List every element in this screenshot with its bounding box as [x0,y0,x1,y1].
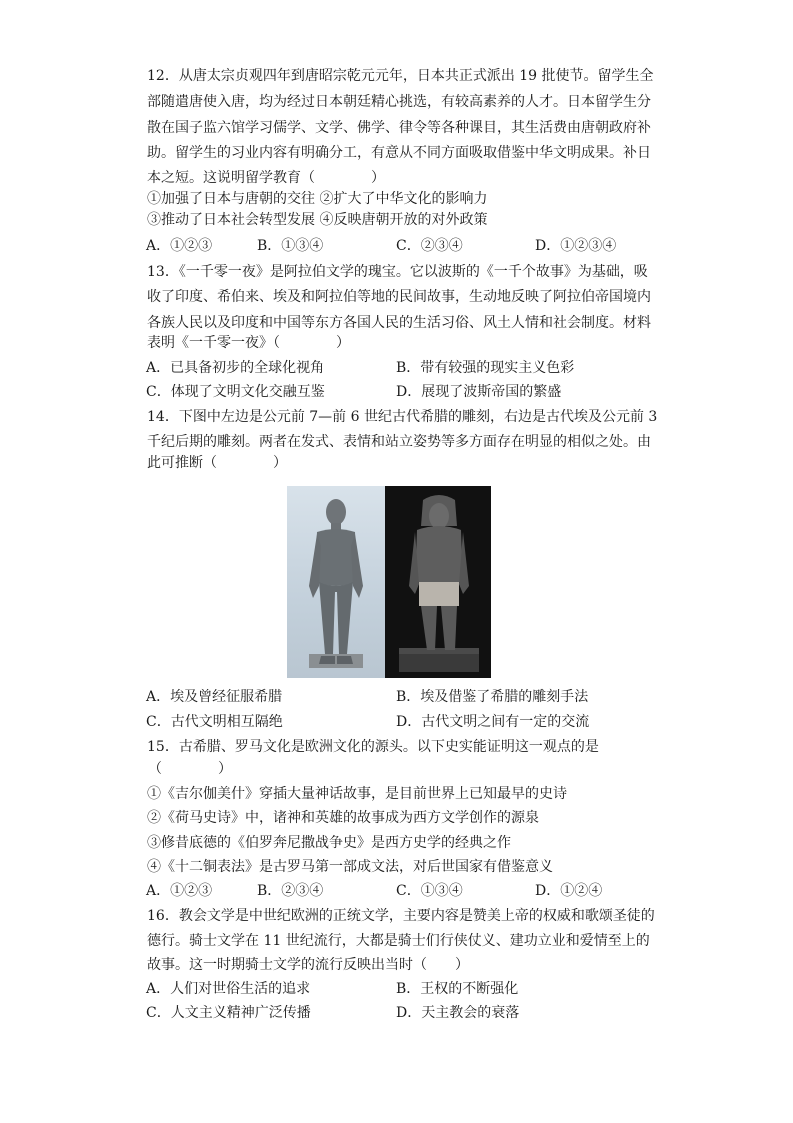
answer-blank: （ ） [148,761,232,777]
sculpture-comparison-image [287,486,491,678]
question-text-line: 德行。骑士文学在 11 世纪流行，大都是骑士们行侠仗义、建功立业和爱情至上的 [147,933,650,949]
option-c[interactable]: C．②③④ [396,238,463,254]
option-a[interactable]: A．①②③ [146,238,213,254]
option-a[interactable]: A．已具备初步的全球化视角 [146,360,325,376]
statement-line: ③修昔底德的《伯罗奔尼撒战争史》是西方史学的经典之作 [147,835,511,851]
option-b[interactable]: B．②③④ [257,883,324,899]
statement-line: ②《荷马史诗》中，诸神和英雄的故事成为西方文学创作的源泉 [147,810,539,826]
option-b[interactable]: B．王权的不断强化 [396,981,519,997]
option-d[interactable]: D．天主教会的衰落 [396,1005,520,1021]
question-text-line: 13．《一千零一夜》是阿拉伯文学的瑰宝。它以波斯的《一千个故事》为基础，吸 [147,264,648,280]
option-c[interactable]: C．人文主义精神广泛传播 [146,1005,311,1021]
option-b[interactable]: B．①③④ [257,238,324,254]
question-text-line: 16．教会文学是中世纪欧洲的正统文学，主要内容是赞美上帝的权威和歌颂圣徒的 [147,908,655,924]
statement-line: ④《十二铜表法》是古罗马第一部成文法，对后世国家有借鉴意义 [147,859,553,875]
question-text-line: 散在国子监六馆学习儒学、文学、佛学、律令等各种课目，其生活费由唐朝政府补 [147,120,651,136]
option-a[interactable]: A．人们对世俗生活的追求 [146,981,311,997]
statement-line: ①加强了日本与唐朝的交往 ②扩大了中华文化的影响力 [147,191,488,207]
option-d[interactable]: D．古代文明之间有一定的交流 [396,714,590,730]
question-text-line: 助。留学生的习业内容有明确分工，有意从不同方面吸取借鉴中华文明成果。补日 [147,145,651,161]
option-a[interactable]: A．①②③ [146,883,213,899]
option-c[interactable]: C．古代文明相互隔绝 [146,714,283,730]
option-a[interactable]: A．埃及曾经征服希腊 [146,689,283,705]
question-text-line: 本之短。这说明留学教育（ ） [147,170,385,186]
option-d[interactable]: D．①②④ [535,883,603,899]
option-d[interactable]: D．展现了波斯帝国的繁盛 [396,384,562,400]
question-text-line: 15．古希腊、罗马文化是欧洲文化的源头。以下史实能证明这一观点的是 [147,739,599,755]
question-text-line: 此可推断（ ） [147,455,287,471]
egyptian-statue-image [385,486,491,678]
greek-kouros-sculpture-image [287,486,385,678]
statement-line: ③推动了日本社会转型发展 ④反映唐朝开放的对外政策 [147,212,488,228]
option-b[interactable]: B．带有较强的现实主义色彩 [396,360,575,376]
question-text-line: 14．下图中左边是公元前 7—前 6 世纪古代希腊的雕刻，右边是古代埃及公元前 3 [147,409,658,425]
option-c[interactable]: C．①③④ [396,883,463,899]
question-text-line: 部随遣唐使入唐，均为经过日本朝廷精心挑选，有较高素养的人才。日本留学生分 [147,94,651,110]
question-text-line: 各族人民以及印度和中国等东方各国人民的生活习俗、风土人情和社会制度。材料 [147,315,651,331]
question-text-line: 千纪后期的雕刻。两者在发式、表情和站立姿势等多方面存在明显的相似之处。由 [147,434,651,450]
question-text-line: 故事。这一时期骑士文学的流行反映出当时（ ） [147,957,469,973]
option-b[interactable]: B．埃及借鉴了希腊的雕刻手法 [396,689,589,705]
question-text-line: 12．从唐太宗贞观四年到唐昭宗乾元元年，日本共正式派出 19 批使节。留学生全 [147,68,654,84]
option-c[interactable]: C．体现了文明文化交融互鉴 [146,384,325,400]
statement-line: ①《吉尔伽美什》穿插大量神话故事，是目前世界上已知最早的史诗 [147,786,567,802]
question-text-line: 收了印度、希伯来、埃及和阿拉伯等地的民间故事，生动地反映了阿拉伯帝国境内 [147,289,651,305]
option-d[interactable]: D．①②③④ [535,238,617,254]
question-text-line: 表明《一千零一夜》（ ） [147,335,350,351]
